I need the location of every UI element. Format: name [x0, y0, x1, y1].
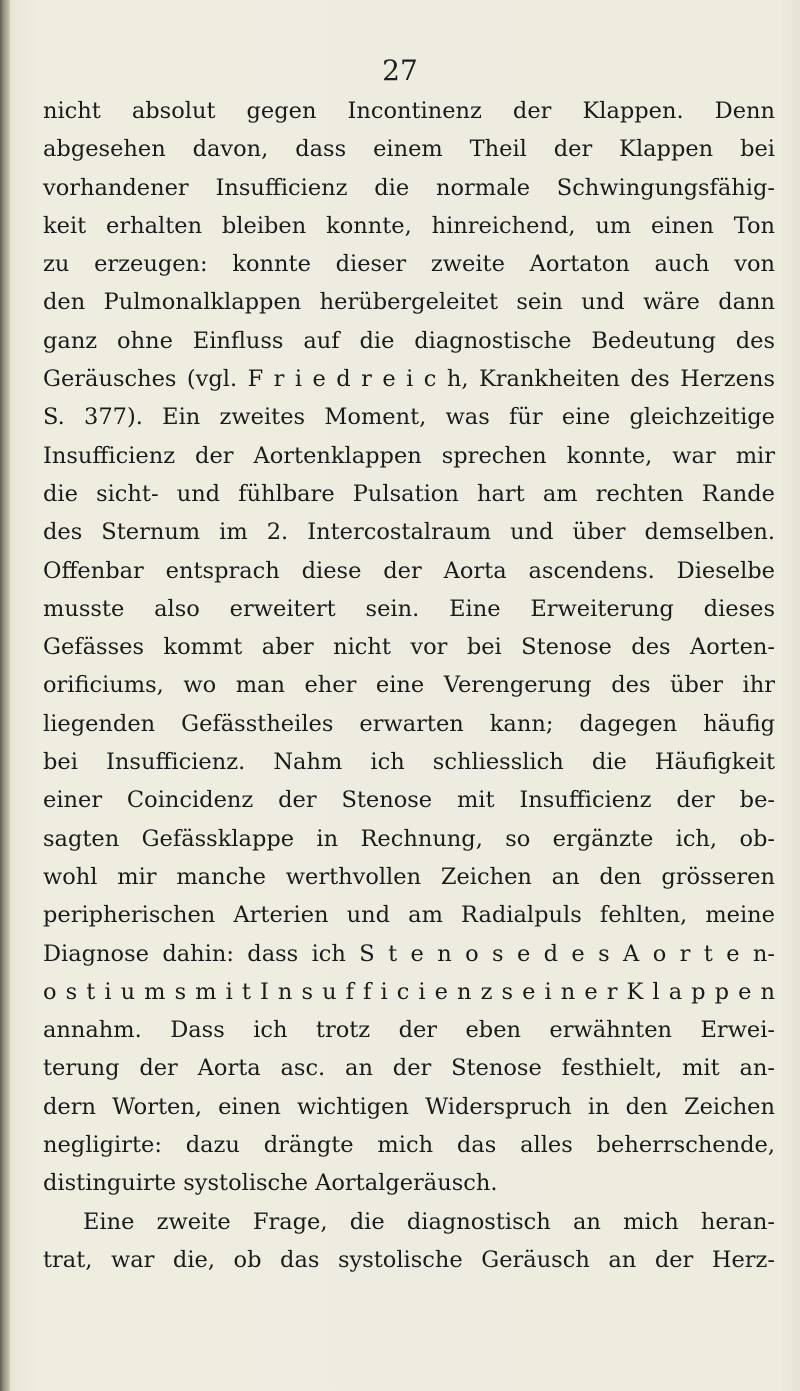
page-number: 27 [382, 54, 418, 87]
text-line: vorhandener Insufficienz die normale Schwingungsfähig- [43, 174, 775, 201]
text-line: abgesehen davon, dass einem Theil der Klappen bei [43, 136, 775, 163]
text-line: nicht absolut gegen Incontinenz der Klappen. Denn [43, 98, 775, 124]
text-line: Gefässes kommt aber nicht vor bei Stenose des Aorten- [43, 634, 775, 661]
text-line: Offenbar entsprach diese der Aorta ascendens. Dieselbe [43, 557, 775, 584]
text-line: den Pulmonalklappen herübergeleitet sein und wäre dann [43, 289, 775, 316]
text-line: des Sternum im 2. Intercostalraum und über demselben. [43, 519, 775, 546]
text-line: orificiums, wo man eher eine Verengerung des über ihr [43, 672, 775, 699]
text-line: keit erhalten bleiben konnte, hinreichend, um einen Ton [43, 212, 775, 239]
text-line: Insufficienz der Aortenklappen sprechen konnte, war mir [43, 442, 775, 469]
text-line: Geräusches (vgl. F r i e d r e i c h, Krankheiten des Herzens [43, 366, 775, 393]
text-line: musste also erweitert sein. Eine Erweiterung dieses [43, 595, 775, 622]
text-line: dern Worten, einen wichtigen Widerspruch in den Zeichen [43, 1093, 775, 1120]
text-line: ganz ohne Einfluss auf die diagnostische Bedeutung des [43, 327, 775, 354]
text-line: S. 377). Ein zweites Moment, was für eine gleichzeitige [43, 404, 775, 431]
text-line: sagten Gefässklappe in Rechnung, so ergänzte ich, ob- [43, 825, 775, 852]
page-binding-edge [0, 0, 10, 1391]
text-line: Diagnose dahin: dass ich S t e n o s e d e s A o r t e n- [43, 940, 775, 967]
text-line: die sicht- und fühlbare Pulsation hart am rechten Rande [43, 480, 775, 507]
text-line: distinguirte systolische Aortalgeräusch. [43, 1170, 498, 1197]
text-line: annahm. Dass ich trotz der eben erwähnten Erwei- [43, 1017, 775, 1044]
text-line: bei Insufficienz. Nahm ich schliesslich die Häufigkeit [43, 749, 775, 776]
text-line: o s t i u m s m i t I n s u f f i c i e n z s e i n e r K l a p p e n [43, 978, 775, 1005]
body-text [43, 92, 775, 1279]
text-line: wohl mir manche werthvollen Zeichen an den grösseren [43, 863, 775, 890]
text-line: einer Coincidenz der Stenose mit Insufficienz der be- [43, 787, 775, 814]
text-line: peripherischen Arterien und am Radialpuls fehlten, meine [43, 902, 775, 929]
text-line: Eine zweite Frage, die diagnostisch an mich heran- [83, 1208, 775, 1235]
text-line: terung der Aorta asc. an der Stenose festhielt, mit an- [43, 1055, 775, 1082]
text-line: liegenden Gefässtheiles erwarten kann; dagegen häufig [43, 710, 775, 737]
text-line: negligirte: dazu drängte mich das alles beherrschende, [43, 1132, 775, 1159]
text-line: trat, war die, ob das systolische Geräusch an der Herz- [43, 1246, 775, 1273]
text-line: zu erzeugen: konnte dieser zweite Aortaton auch von [43, 251, 775, 278]
